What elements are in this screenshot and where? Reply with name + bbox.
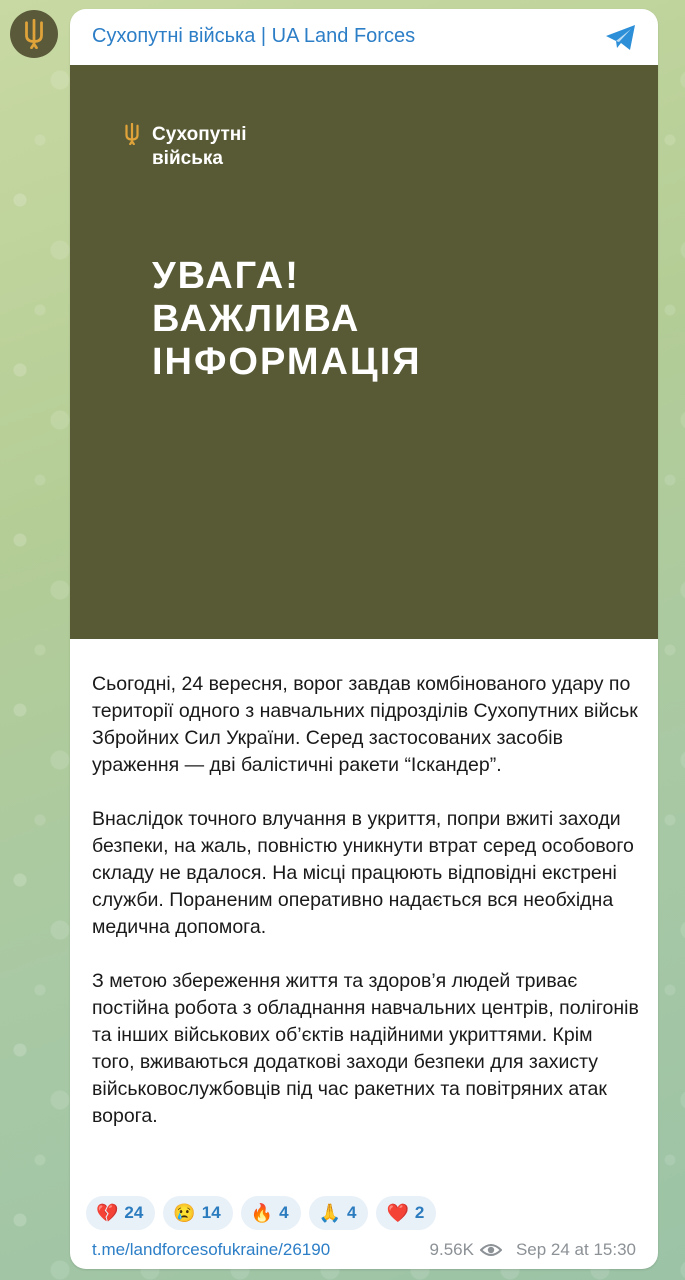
hero-brand-line2: війська xyxy=(152,148,223,169)
view-count: 9.56K xyxy=(429,1240,474,1259)
channel-name[interactable]: Сухопутні війська | UA Land Forces xyxy=(92,25,416,47)
reaction-count: 4 xyxy=(279,1203,289,1222)
red-heart-icon: ❤️ xyxy=(386,1203,409,1223)
fire-icon: 🔥 xyxy=(250,1203,274,1223)
hero-title-line1: УВАГА! xyxy=(152,255,300,297)
message-header xyxy=(70,9,658,65)
message-text xyxy=(92,671,640,1130)
broken-heart-icon: 💔 xyxy=(96,1203,119,1223)
reaction-folded-hands[interactable] xyxy=(309,1196,369,1230)
crying-face-icon: 😢 xyxy=(173,1203,196,1223)
reaction-count: 24 xyxy=(124,1203,144,1222)
hero-brand-line1: Сухопутні xyxy=(152,124,247,145)
post-meta xyxy=(430,1240,636,1260)
reaction-broken-heart[interactable] xyxy=(86,1196,155,1230)
reactions-bar xyxy=(86,1196,436,1230)
hero-title-line3: ІНФОРМАЦІЯ xyxy=(152,341,422,383)
message-paragraph: Внаслідок точного влучання в укриття, попри вжиті заходи безпеки, на жаль, повністю уникнути втрат серед особового складу не вдалося. На місці працюють відповідні екстрені служби. Пораненим оперативно надається вся необхідна медична допомога. xyxy=(92,808,634,938)
reaction-count: 4 xyxy=(347,1203,357,1222)
share-button[interactable] xyxy=(604,23,638,53)
message-paragraph: З метою збереження життя та здоров’я людей триває постійна робота з обладнання навчальних центрів, полігонів та інших військових об’єктів надійними укриттями. Крім того, вживаються додаткові заходи безпеки для захисту військовослужбовців під час ракетних та повітряних атак ворога. xyxy=(92,970,639,1127)
reaction-count: 2 xyxy=(414,1203,425,1222)
eye-icon xyxy=(480,1243,502,1257)
trident-icon xyxy=(122,123,142,145)
channel-avatar[interactable] xyxy=(10,10,58,58)
trident-icon xyxy=(21,19,47,49)
reaction-red-heart[interactable] xyxy=(376,1196,436,1230)
folded-hands-icon: 🙏 xyxy=(318,1203,341,1223)
reaction-fire[interactable] xyxy=(241,1196,301,1230)
hero-brand-text xyxy=(152,123,247,171)
message-paragraph: Сьогодні, 24 вересня, ворог завдав комбінованого удару по території одного з навчальних підрозділів Сухопутних військ Збройних Сил України. Серед застосованих засобів ураження — дві балістичні ракети “Іскандер”. xyxy=(92,673,638,776)
telegram-plane-icon xyxy=(604,23,638,53)
post-timestamp: Sep 24 at 15:30 xyxy=(515,1240,636,1259)
post-link[interactable]: t.me/landforcesofukraine/26190 xyxy=(92,1240,331,1259)
hero-title-line2: ВАЖЛИВА xyxy=(152,298,361,340)
hero-alert-title xyxy=(152,255,422,384)
reaction-count: 14 xyxy=(201,1203,221,1222)
hero-image[interactable] xyxy=(70,65,658,639)
reaction-crying-face[interactable] xyxy=(163,1196,232,1230)
message-card xyxy=(70,9,658,1269)
